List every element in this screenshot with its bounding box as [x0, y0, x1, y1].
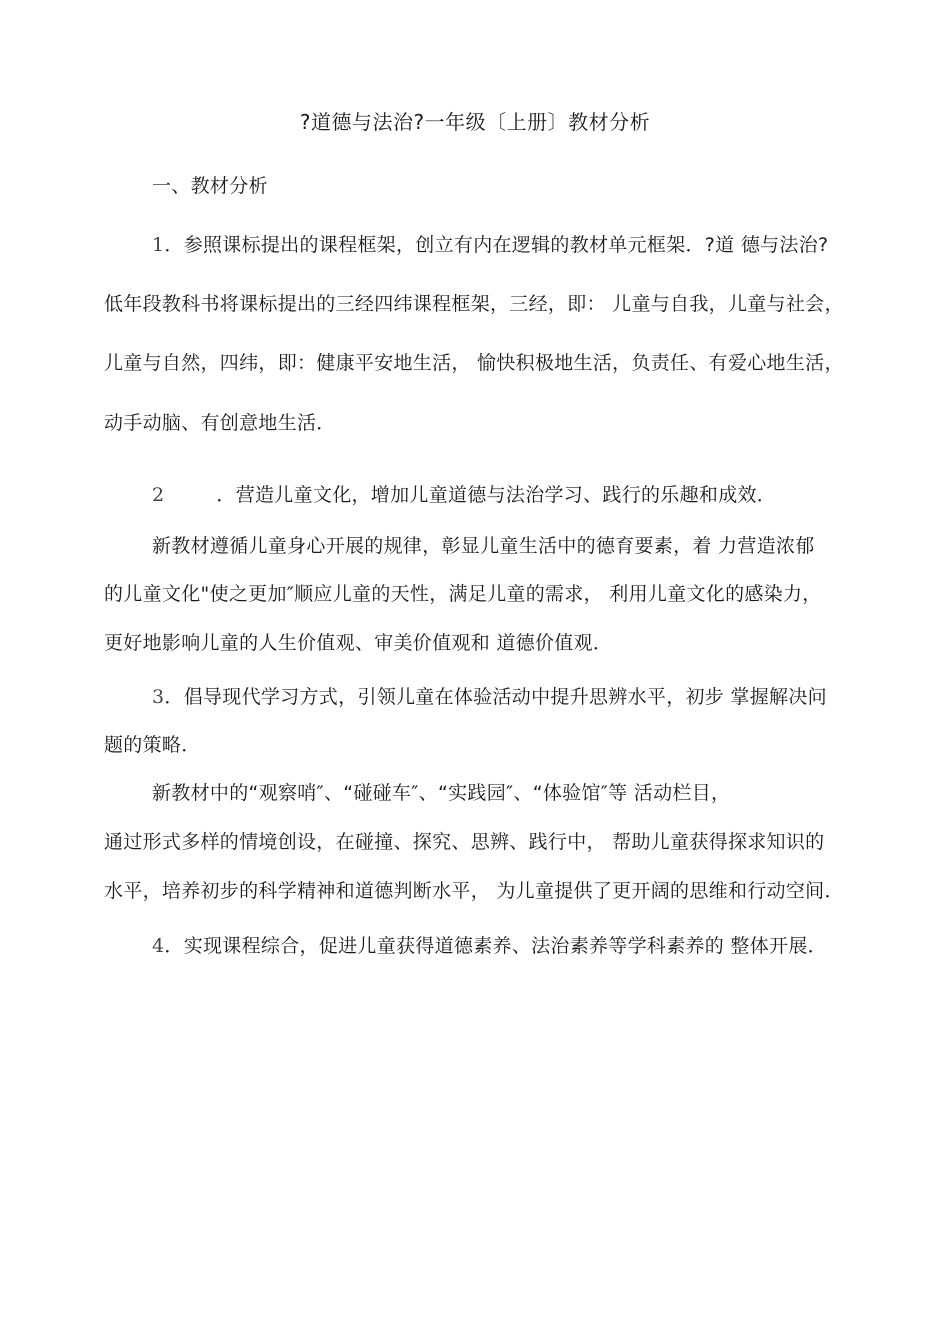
paragraph-1-line-4: 动手动脑、有创意地生活．: [104, 412, 336, 434]
paragraph-4-number: 4: [152, 935, 165, 957]
paragraph-4-heading: [152, 932, 894, 960]
paragraph-3-heading-text: ．倡导现代学习方式，引领儿童在体验活动中提升思辨水平，初步 掌握解决问: [164, 686, 827, 708]
paragraph-3-heading-line-2: 题的策略．: [104, 734, 201, 756]
paragraph-1-number: 1: [152, 234, 165, 256]
paragraph-3-heading-line-1: [152, 683, 894, 711]
paragraph-2-number: 2: [152, 484, 165, 506]
paragraph-2-line-3: 更好地影响儿童的人生价值观、审美价值观和 道德价值观．: [104, 632, 613, 654]
paragraph-2-line-2: 的儿童文化"使之更加″顺应儿童的天性，满足儿童的需求， 利用儿童文化的感染力，: [104, 583, 822, 605]
paragraph-2-heading-text: ．营造儿童文化，增加儿童道德与法治学习、践行的乐趣和成效．: [216, 484, 777, 506]
document-title: ?道德与法治?一年级〔上册〕教材分析: [299, 110, 651, 134]
paragraph-1-line-2: 低年段教科书将课标提出的三经四纬课程框架，三经，即： 儿童与自我，儿童与社会，: [104, 293, 844, 315]
paragraph-3-line-2: 通过形式多样的情境创设，在碰撞、探究、思辨、践行中， 帮助儿童获得探求知识的: [104, 831, 825, 853]
paragraph-1-line-3: 儿童与自然，四纬，即：健康平安地生活， 愉快积极地生活，负责任、有爱心地生活，: [104, 352, 844, 374]
paragraph-2-heading: [152, 481, 894, 509]
paragraph-4-heading-text: ．实现课程综合，促进儿童获得道德素养、法治素养等学科素养的 整体开展．: [164, 935, 827, 957]
paragraph-3-line-1: 新教材中的“观察哨″、“碰碰车″、“实践园″、“体验馆″等 活动栏目，: [152, 782, 731, 804]
paragraph-2-line-1: 新教材遵循儿童身心开展的规律，彰显儿童生活中的德育要素，着 力营造浓郁: [152, 535, 815, 557]
paragraph-3-line-3: 水平，培养初步的科学精神和道德判断水平， 为儿童提供了更开阔的思维和行动空间．: [104, 880, 844, 902]
paragraph-1-text: ．参照课标提出的课程框架，创立有内在逻辑的教材单元框架．?道 德与法治?: [164, 234, 829, 256]
section-heading: 一、教材分析: [152, 175, 268, 197]
paragraph-1-line-1: [152, 231, 894, 259]
paragraph-3-number: 3: [152, 686, 165, 708]
